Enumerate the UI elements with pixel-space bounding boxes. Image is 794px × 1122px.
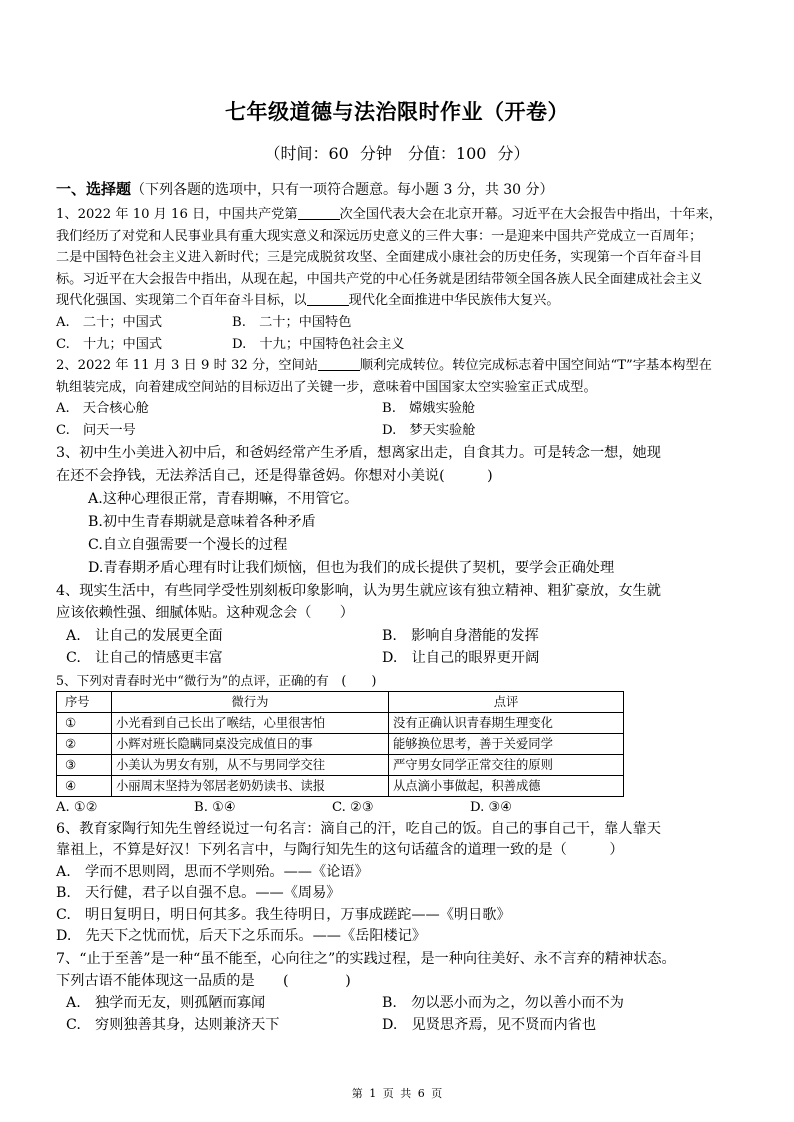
question-2 bbox=[56, 355, 742, 441]
question-4-line: 4、现实生活中，有些同学受性别刻板印象影响，认为男生就应该有独立精神、粗犷豪放，女生就 bbox=[56, 582, 661, 599]
exam-title: 七年级道德与法治限时作业（开卷） bbox=[225, 100, 569, 124]
question-6 bbox=[56, 819, 742, 948]
table-cell: 能够换位思考，善于关爱同学 bbox=[389, 734, 624, 755]
option-d: D. 梦天实验舱 bbox=[382, 422, 476, 438]
section-instruction: （下列各题的选项中，只有一项符合题意。每小题 3 分，共 30 分） bbox=[131, 182, 554, 198]
option-a: A. 学而不思则罔，思而不学则殆。——《论语》 bbox=[56, 863, 369, 880]
table-row bbox=[57, 776, 624, 797]
option-d: D. 先天下之忧而忧，后天下之乐而乐。——《岳阳楼记》 bbox=[56, 928, 427, 945]
question-text: 现代化全面推进中华民族伟大复兴。 bbox=[348, 293, 560, 309]
table-cell: 没有正确认识青春期生理变化 bbox=[389, 713, 624, 734]
options-row bbox=[56, 625, 742, 648]
question-1-line bbox=[56, 290, 742, 312]
answer-blank bbox=[298, 205, 340, 220]
option-c: C.自立自强需要一个漫长的过程 bbox=[88, 536, 288, 553]
question-5-stem: 5、下列对青春时光中“微行为”的点评，正确的有 ( ) bbox=[56, 672, 377, 688]
question-text: 1、2022 年 10 月 16 日，中国共产党第 bbox=[56, 207, 298, 222]
table-header: 点评 bbox=[389, 692, 624, 713]
page-number: 第 1 页 共 6 页 bbox=[351, 1087, 443, 1100]
section-heading bbox=[56, 178, 756, 199]
behavior-table bbox=[56, 691, 624, 797]
questions bbox=[56, 204, 742, 1036]
table-cell: 小辉对班长隐瞒同桌没完成值日的事 bbox=[112, 734, 389, 755]
question-4 bbox=[56, 580, 742, 670]
option-c: C. 明日复明日，明日何其多。我生待明日，万事成蹉跎——《明日歌》 bbox=[56, 906, 511, 923]
question-3-line: 在还不会挣钱，无法养活自己，还是得靠爸妈。你想对小美说( ) bbox=[56, 467, 493, 484]
option-c: C. 穷则独善其身，达则兼济天下 bbox=[66, 1016, 280, 1033]
options-row bbox=[56, 1014, 742, 1036]
option-b: B. 嫦娥实验舱 bbox=[382, 401, 476, 417]
question-1-line: 我们经历了对党和人民事业具有重大现实意义和深远历史意义的三件大事：一是迎来中国共产党成立一百周年； bbox=[56, 228, 703, 244]
table-cell: 小光看到自己长出了喉结，心里很害怕 bbox=[112, 713, 389, 734]
option-d: D. 见贤思齐焉，见不贤而内省也 bbox=[382, 1016, 597, 1033]
exam-subtitle: （时间：60 分钟 分值：100 分） bbox=[264, 144, 530, 163]
question-6-line: 6、教育家陶行知先生曾经说过一句名言：滴自己的汗，吃自己的饭。自己的事自己干，靠人靠天 bbox=[56, 820, 661, 837]
options-row bbox=[56, 647, 742, 670]
option-a: A. 天合核心舱 bbox=[56, 401, 149, 417]
option-c: C. 问天一号 bbox=[56, 422, 136, 438]
table-header-row bbox=[57, 692, 624, 713]
option-b: B. 影响自身潜能的发挥 bbox=[382, 627, 539, 644]
question-7 bbox=[56, 948, 742, 1036]
question-1 bbox=[56, 204, 742, 355]
options-row bbox=[56, 420, 742, 442]
table-header: 微行为 bbox=[112, 692, 389, 713]
question-7-line: 7、“止于至善”是一种“虽不能至，心向往之”的实践过程，是一种向往美好、永不言弃的精神状态。 bbox=[56, 950, 676, 967]
option-d: D. 让自己的眼界更开阔 bbox=[382, 650, 540, 667]
option-a: A.这种心理很正常，青春期嘛，不用管它。 bbox=[88, 490, 359, 507]
answer-blank bbox=[318, 356, 360, 371]
option-b: B. 天行健，君子以自强不息。——《周易》 bbox=[56, 885, 341, 902]
table-cell: 小美认为男女有别，从不与男同学交往 bbox=[112, 755, 389, 776]
table-cell: 严守男女同学正常交往的原则 bbox=[389, 755, 624, 776]
option-a: A. 让自己的发展更全面 bbox=[66, 627, 223, 644]
table-cell: 小丽周末坚持为邻居老奶奶读书、读报 bbox=[112, 776, 389, 797]
option-a: A. ①② bbox=[56, 800, 98, 816]
question-5 bbox=[56, 670, 742, 819]
question-7-line: 下列古语不能体现这一品质的是 ( ) bbox=[56, 972, 351, 989]
section-title: 一、选择题 bbox=[56, 180, 132, 198]
table-cell: ③ bbox=[57, 755, 112, 776]
option-c: C. 让自己的情感更丰富 bbox=[66, 650, 223, 667]
table-row bbox=[57, 734, 624, 755]
question-text: 次全国代表大会在北京开幕。习近平在大会报告中指出，十年来， bbox=[339, 207, 722, 222]
question-6-line: 靠祖上，不算是好汉！下列名言中，与陶行知先生的这句话蕴含的道理一致的是（ ） bbox=[56, 842, 624, 859]
option-d: D. ③④ bbox=[470, 800, 513, 816]
question-2-line: 轨组装完成，向着建成空间站的目标迈出了关键一步，意味着中国国家太空实验室正式成型。 bbox=[56, 379, 597, 395]
option-a: A. 独学而无友，则孤陋而寡闻 bbox=[66, 994, 266, 1011]
question-3 bbox=[56, 442, 742, 580]
table-cell: ④ bbox=[57, 776, 112, 797]
options-row bbox=[56, 992, 742, 1014]
table-cell: ② bbox=[57, 734, 112, 755]
question-1-line: 标。习近平在大会报告中指出，从现在起，中国共产党的中心任务就是团结带领全国各族人民全面建成社会主义 bbox=[56, 271, 703, 287]
table-cell: ① bbox=[57, 713, 112, 734]
table-header: 序号 bbox=[57, 692, 112, 713]
question-4-line: 应该依赖性强、细腻体贴。这种观念会（ ） bbox=[56, 605, 354, 622]
question-text: 2、2022 年 11 月 3 日 9 时 32 分，空间站 bbox=[56, 358, 318, 374]
options-row bbox=[56, 312, 742, 334]
option-d: D.青春期矛盾心理有时让我们烦恼，但也为我们的成长提供了契机，要学会正确处理 bbox=[88, 559, 615, 576]
option-b: B. 二十；中国特色 bbox=[232, 314, 352, 330]
option-c: C. ②③ bbox=[332, 800, 374, 816]
table-cell: 从点滴小事做起，积善成德 bbox=[389, 776, 624, 797]
option-b: B. 勿以恶小而为之，勿以善小而不为 bbox=[382, 994, 624, 1011]
question-text: 现代化强国、实现第二个百年奋斗目标，以 bbox=[56, 293, 307, 309]
table-row bbox=[57, 713, 624, 734]
question-text: 顺利完成转位。转位完成标志着中国空间站“T”字基本构型在 bbox=[359, 358, 712, 374]
option-c: C. 十九；中国式 bbox=[56, 336, 163, 352]
table-row bbox=[57, 755, 624, 776]
question-3-line: 3、初中生小美进入初中后，和爸妈经常产生矛盾，想离家出走，自食其力。可是转念一想，她现 bbox=[56, 444, 661, 461]
option-d: D. 十九；中国特色社会主义 bbox=[232, 336, 405, 352]
options-row bbox=[56, 797, 742, 819]
options-row bbox=[56, 398, 742, 420]
question-2-line bbox=[56, 355, 742, 377]
question-1-line bbox=[56, 204, 742, 226]
options-row bbox=[56, 334, 742, 356]
option-b: B.初中生青春期就是意味着各种矛盾 bbox=[88, 513, 316, 530]
option-a: A. 二十；中国式 bbox=[56, 314, 163, 330]
answer-blank bbox=[307, 291, 349, 306]
question-1-line: 二是中国特色社会主义进入新时代；三是完成脱贫攻坚、全面建成小康社会的历史任务，实现第一个百年奋斗目 bbox=[56, 250, 703, 266]
option-b: B. ①④ bbox=[194, 800, 236, 816]
